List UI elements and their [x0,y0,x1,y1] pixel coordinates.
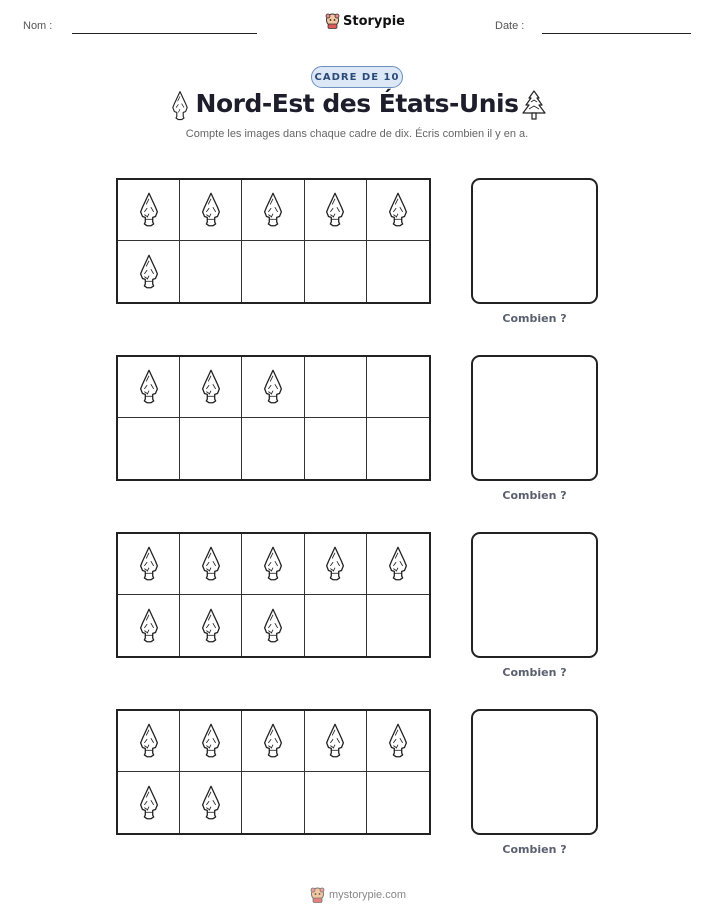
arrowhead-icon [260,722,286,760]
arrowhead-icon [198,191,224,229]
frame-cell [242,534,304,595]
frame-cell [118,711,180,772]
worksheet-type-badge: CADRE DE 10 [311,66,403,88]
frame-cell [367,180,429,241]
frame-cell [180,180,242,241]
frame-cell [242,180,304,241]
frame-cell [242,357,304,418]
answer-box-3[interactable] [471,532,598,658]
frame-cell [305,357,367,418]
storypie-mascot-icon [325,13,340,29]
arrowhead-icon [385,722,411,760]
frame-cell [180,241,242,302]
brand-logo [325,13,405,29]
frame-cell [305,711,367,772]
frame-cell [118,357,180,418]
storypie-mascot-icon [310,887,325,903]
frame-cell [118,418,180,479]
answer-label-4: Combien ? [502,843,567,856]
arrowhead-icon [136,368,162,406]
arrowhead-icon [136,784,162,822]
frame-cell [305,180,367,241]
frame-cell [242,418,304,479]
arrowhead-icon [136,722,162,760]
arrowhead-icon [198,368,224,406]
arrowhead-icon [260,191,286,229]
answer-label-2: Combien ? [502,489,567,502]
arrowhead-icon [198,607,224,645]
frame-cell [118,241,180,302]
frame-cell [305,595,367,656]
arrowhead-icon [322,545,348,583]
arrowhead-icon [136,607,162,645]
frame-cell [180,711,242,772]
footer-url[interactable]: mystorypie.com [329,889,407,901]
frame-cell [367,534,429,595]
arrowhead-icon [136,191,162,229]
arrowhead-icon [136,253,162,291]
answer-box-1[interactable] [471,178,598,304]
answer-box-2[interactable] [471,355,598,481]
name-label: Nom : [23,20,53,32]
instructions-text: Compte les images dans chaque cadre de dix. Écris combien il y en a. [185,128,529,140]
arrowhead-icon [136,545,162,583]
answer-box-4[interactable] [471,709,598,835]
frame-cell [242,241,304,302]
ten-frame-4 [116,709,431,835]
ten-frame-1 [116,178,431,304]
frame-cell [305,241,367,302]
frame-cell [367,711,429,772]
frame-cell [118,180,180,241]
brand-name: Storypie [343,13,405,29]
arrowhead-icon [385,191,411,229]
arrowhead-icon [260,607,286,645]
arrowhead-icon [322,191,348,229]
frame-cell [180,595,242,656]
answer-label-3: Combien ? [502,666,567,679]
arrowhead-icon [198,545,224,583]
arrowhead-icon [260,545,286,583]
answer-label-1: Combien ? [502,312,567,325]
date-line[interactable] [542,33,691,34]
arrowhead-icon [198,784,224,822]
frame-cell [180,357,242,418]
frame-cell [180,418,242,479]
page-title: Nord-Est des États-Unis [195,89,519,118]
frame-cell [367,357,429,418]
frame-cell [118,534,180,595]
frame-cell [305,772,367,833]
frame-cell [367,772,429,833]
date-label: Date : [495,20,525,32]
frame-cell [118,595,180,656]
frame-cell [242,711,304,772]
arrowhead-icon [198,722,224,760]
arrowhead-icon [385,545,411,583]
footer [310,887,406,903]
frame-cell [367,595,429,656]
ten-frame-3 [116,532,431,658]
frame-cell [118,772,180,833]
pine-tree-icon [520,90,548,122]
frame-cell [180,534,242,595]
frame-cell [367,241,429,302]
frame-cell [367,418,429,479]
arrowhead-icon [322,722,348,760]
name-line[interactable] [72,33,257,34]
frame-cell [305,534,367,595]
frame-cell [180,772,242,833]
frame-cell [305,418,367,479]
arrowhead-icon [260,368,286,406]
frame-cell [242,595,304,656]
ten-frame-2 [116,355,431,481]
frame-cell [242,772,304,833]
